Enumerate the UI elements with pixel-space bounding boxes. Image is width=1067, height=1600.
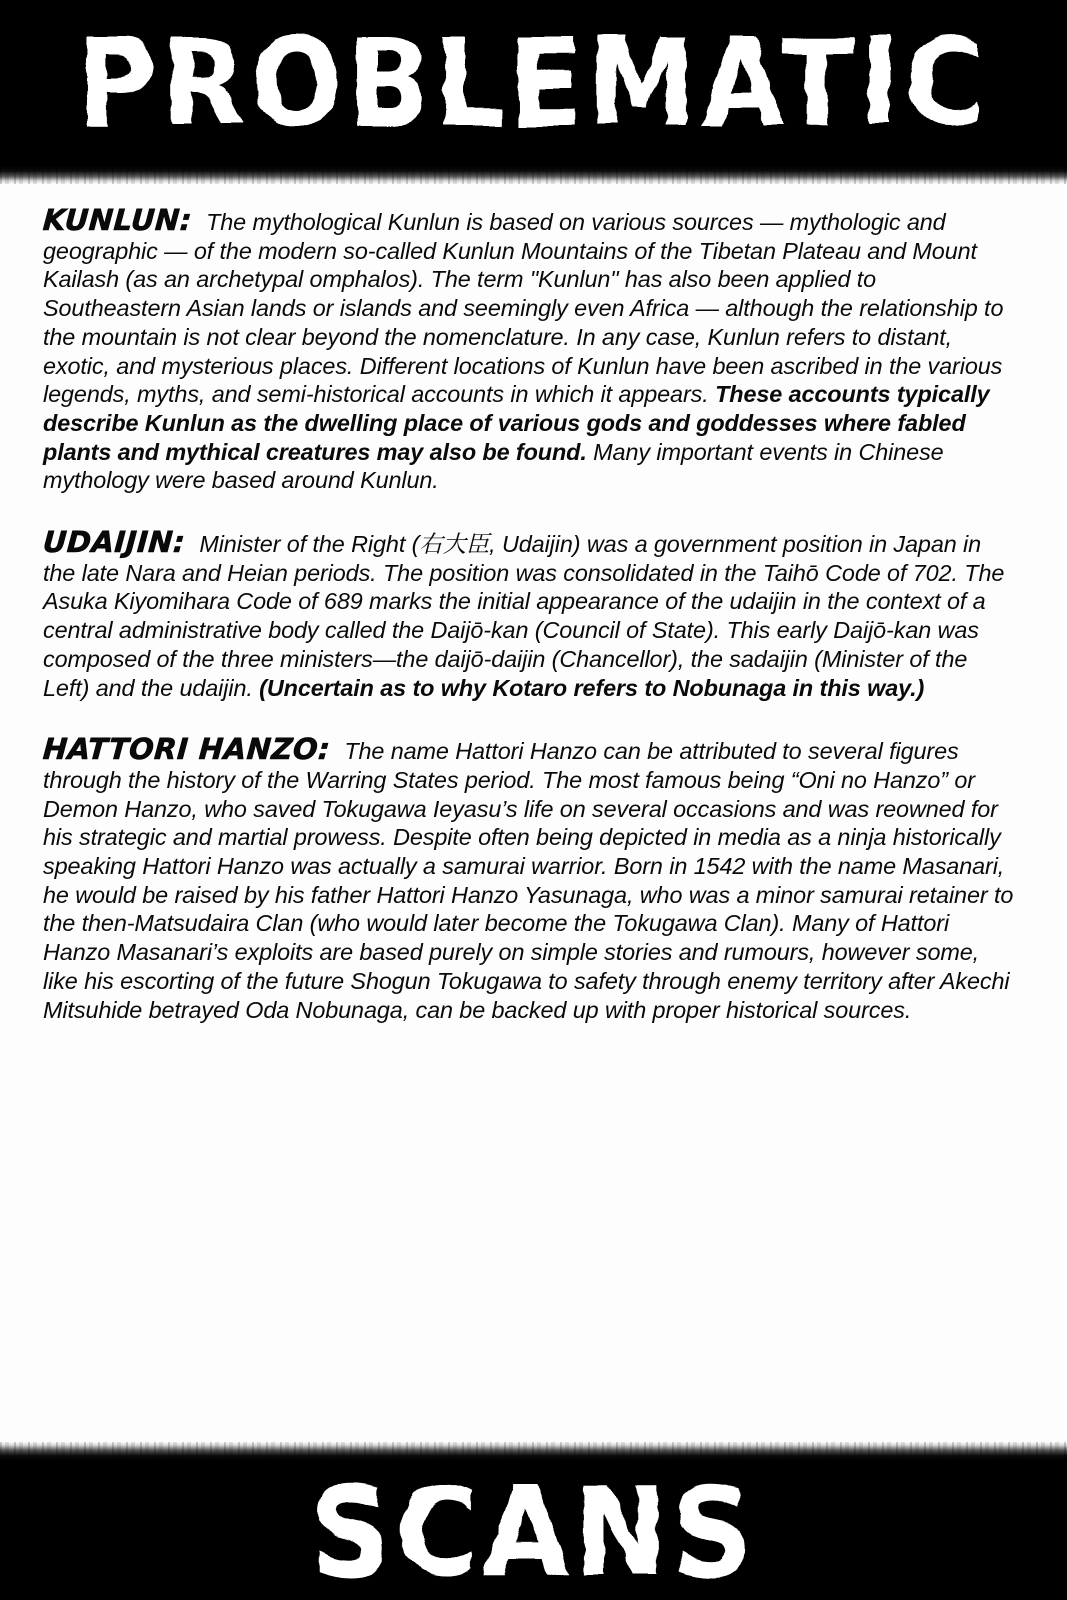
note-udaijin — [41, 525, 1015, 702]
bottom-banner — [0, 1460, 1067, 1600]
group-name-word-problematic: PROBLEMATIC — [77, 12, 990, 154]
note-udaijin-bold-text: (Uncertain as to why Kotaro refers to Nobunaga in this way.) — [259, 674, 925, 701]
note-heading-hattori-hanzo: HATTORI HANZO: — [41, 732, 332, 767]
note-udaijin-text: Minister of the Right (右大臣, Udaijin) was a government position in Japan in the late Nara and Heian periods. The position was consolidated in the Taihō Code of 702. The Asuka Kiyomihara Code of 689 marks the initial appearance of the udaijin in the context of a central administrative body called the Daijō-kan (Council of State). This early Daijō-kan was composed of the three ministers—the daijō-daijin (Chancellor), the sadaijin (Minister of the Left) and the udaijin. — [43, 531, 1005, 701]
scan-gradient-top — [0, 166, 1067, 184]
group-name-word-scans: SCANS — [310, 1460, 757, 1600]
scan-gradient-bottom — [0, 1442, 1067, 1460]
note-hattori-hanzo — [41, 732, 1015, 1024]
note-heading-kunlun: KUNLUN: — [41, 203, 194, 237]
translator-notes — [0, 184, 1067, 1442]
top-banner — [0, 0, 1067, 166]
note-kunlun-text: The mythological Kunlun is based on various sources — mythologic and geographic — of the modern so-called Kunlun Mountains of the Tibetan Plateau and Mount Kailash (as an archetypal omphalos). The term "Kunlun" has also been applied to Southeastern Asian lands or islands and seemingly even Africa — although the relationship to the mountain is not clear beyond the nomenclature. In any case, Kunlun refers to distant, exotic, and mysterious places. Different locations of Kunlun have been ascribed in the various legends, myths, and semi-historical accounts in which it appears. — [43, 209, 1004, 408]
note-kunlun — [41, 203, 1015, 495]
note-hattori-hanzo-text: The name Hattori Hanzo can be attributed to several figures through the history of the Warring States period. The most famous being “Oni no Hanzo” or Demon Hanzo, who saved Tokugawa Ieyasu’s life on several occasions and was reowned for his strategic and martial prowess. Despite often being depicted in media as a ninja historically speaking Hattori Hanzo was actually a samurai warrior. Born in 1542 with the name Masanari, he would be raised by his father Hattori Hanzo Yasunaga, who was a minor samurai retainer to the then-Matsudaira Clan (who would later become the Tokugawa Clan). Many of Hattori Hanzo Masanari’s exploits are based purely on simple stories and rumours, however some, like his escorting of the future Shogun Tokugawa to safety through enemy territory after Akechi Mitsuhide betrayed Oda Nobunaga, can be backed up with proper historical sources. — [43, 738, 1014, 1023]
note-heading-udaijin: UDAIJIN: — [41, 525, 187, 560]
note-kunlun-text-end: Many important events in Chinese mythology were based around Kunlun. — [43, 438, 944, 494]
note-kunlun-bold-text: These accounts typically describe Kunlun as the dwelling place of various gods and goddesses where fabled plants and mythical creatures may also be found. — [43, 381, 990, 465]
